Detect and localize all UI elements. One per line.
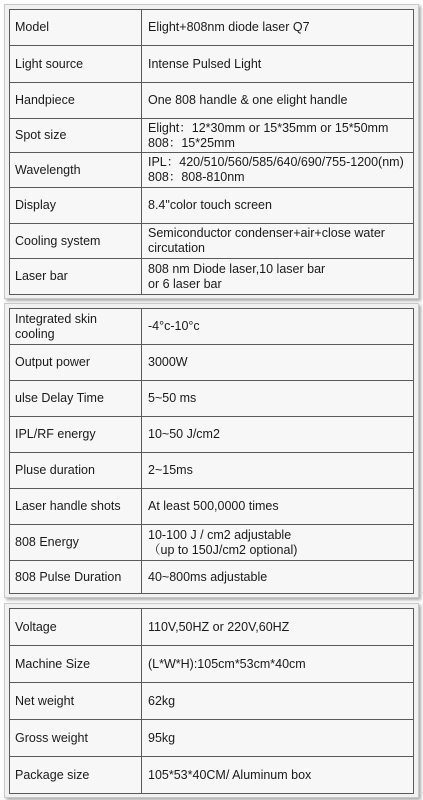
spec-label: Package size <box>10 757 142 794</box>
table-row <box>10 453 414 489</box>
table-row <box>10 720 414 757</box>
spec-label: IPL/RF energy <box>10 417 142 453</box>
spec-label: Laser handle shots <box>10 489 142 525</box>
spec-value: At least 500,0000 times <box>142 489 414 525</box>
spec-value: 808 nm Diode laser,10 laser bar or 6 laser bar <box>142 259 414 295</box>
table-row <box>10 188 414 224</box>
table-row <box>10 646 414 683</box>
spec-value: 110V,50HZ or 220V,60HZ <box>142 609 414 646</box>
spec-value: IPL：420/510/560/585/640/690/755-1200(nm) 808：808-810nm <box>142 153 414 188</box>
spec-value: 105*53*40CM/ Aluminum box <box>142 757 414 794</box>
table-row <box>10 259 414 295</box>
spec-label: Spot size <box>10 119 142 153</box>
spec-label: Machine Size <box>10 646 142 683</box>
spec-value: 62kg <box>142 683 414 720</box>
spec-value: 8.4"color touch screen <box>142 188 414 224</box>
spec-value: 2~15ms <box>142 453 414 489</box>
spec-value: One 808 handle & one elight handle <box>142 83 414 119</box>
table-row <box>10 525 414 561</box>
spec-table-general <box>9 9 414 295</box>
spec-value: 40~800ms adjustable <box>142 561 414 594</box>
spec-value: Semiconductor condenser+air+close water circutation <box>142 224 414 259</box>
table-row <box>10 83 414 119</box>
spec-label: Net weight <box>10 683 142 720</box>
spec-label: Voltage <box>10 609 142 646</box>
spec-label: Light source <box>10 46 142 83</box>
spec-label: Display <box>10 188 142 224</box>
spec-value: 3000W <box>142 345 414 381</box>
table-row <box>10 345 414 381</box>
spec-label: Handpiece <box>10 83 142 119</box>
spec-value: Intense Pulsed Light <box>142 46 414 83</box>
spec-table-physical <box>9 608 414 794</box>
spec-value: -4°c-10°c <box>142 309 414 345</box>
spec-label: ulse Delay Time <box>10 381 142 417</box>
spec-panel-physical <box>4 603 419 798</box>
spec-value: Elight+808nm diode laser Q7 <box>142 10 414 46</box>
spec-label: 808 Energy <box>10 525 142 561</box>
table-row <box>10 153 414 188</box>
spec-label: Wavelength <box>10 153 142 188</box>
spec-value: 5~50 ms <box>142 381 414 417</box>
table-row <box>10 381 414 417</box>
table-row <box>10 10 414 46</box>
spec-value: 95kg <box>142 720 414 757</box>
table-row <box>10 561 414 594</box>
spec-value: 10~50 J/cm2 <box>142 417 414 453</box>
spec-label: Output power <box>10 345 142 381</box>
spec-table-performance <box>9 308 414 594</box>
spec-panel-performance <box>4 303 419 598</box>
spec-label: Integrated skin cooling <box>10 309 142 345</box>
spec-label: Laser bar <box>10 259 142 295</box>
table-row <box>10 119 414 153</box>
table-row <box>10 609 414 646</box>
spec-label: Pluse duration <box>10 453 142 489</box>
table-row <box>10 757 414 794</box>
spec-label: Cooling system <box>10 224 142 259</box>
table-row <box>10 417 414 453</box>
spec-value: Elight：12*30mm or 15*35mm or 15*50mm 808：15*25mm <box>142 119 414 153</box>
spec-panel-general <box>4 4 419 299</box>
spec-label: Gross weight <box>10 720 142 757</box>
spec-value: (L*W*H):105cm*53cm*40cm <box>142 646 414 683</box>
table-row <box>10 309 414 345</box>
spec-label: 808 Pulse Duration <box>10 561 142 594</box>
spec-label: Model <box>10 10 142 46</box>
table-row <box>10 224 414 259</box>
table-row <box>10 489 414 525</box>
spec-value: 10-100 J / cm2 adjustable （up to 150J/cm2 optional) <box>142 525 414 561</box>
table-row <box>10 46 414 83</box>
table-row <box>10 683 414 720</box>
